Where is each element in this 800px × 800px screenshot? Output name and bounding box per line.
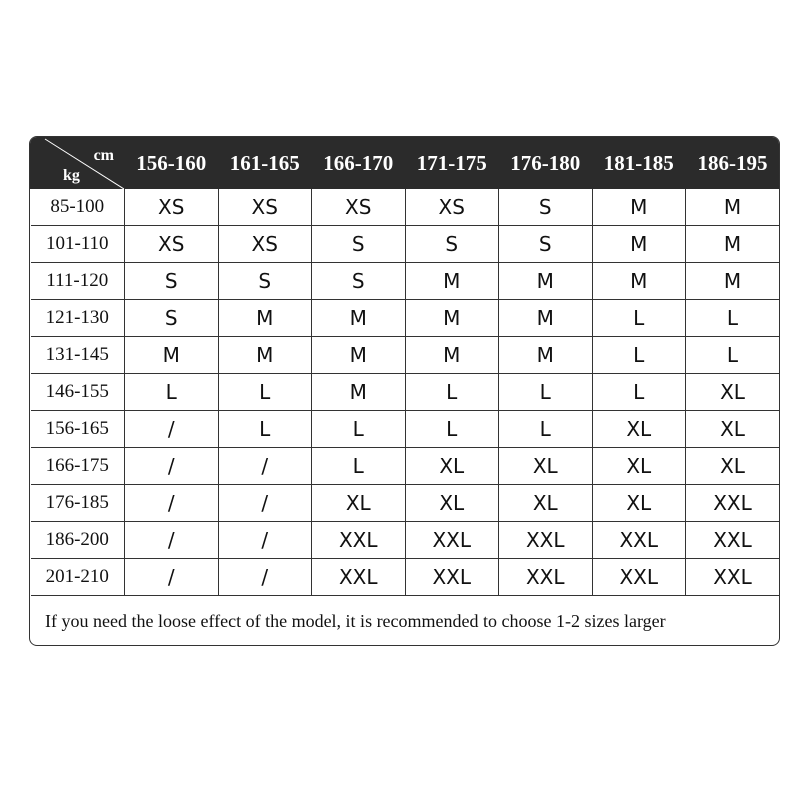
size-cell: M <box>592 226 686 263</box>
size-cell: XS <box>125 189 219 226</box>
table-row <box>31 189 780 226</box>
height-header: 186-195 <box>686 137 780 189</box>
size-cell: L <box>405 374 499 411</box>
size-cell: XXL <box>592 559 686 596</box>
height-header: 161-165 <box>218 137 312 189</box>
size-cell: L <box>686 337 780 374</box>
size-cell: XL <box>499 448 593 485</box>
size-cell: / <box>125 448 219 485</box>
weight-range-cell: 176-185 <box>31 485 125 522</box>
weight-range-cell: 121-130 <box>31 300 125 337</box>
table-row <box>31 263 780 300</box>
size-cell: / <box>218 559 312 596</box>
size-cell: XXL <box>686 559 780 596</box>
size-cell: M <box>312 337 406 374</box>
weight-range-cell: 166-175 <box>31 448 125 485</box>
size-cell: L <box>125 374 219 411</box>
size-cell: S <box>499 189 593 226</box>
size-cell: / <box>125 522 219 559</box>
size-cell: XXL <box>405 522 499 559</box>
size-cell: L <box>499 374 593 411</box>
size-cell: XXL <box>686 522 780 559</box>
size-cell: / <box>125 485 219 522</box>
size-cell: XL <box>592 411 686 448</box>
size-cell: L <box>592 300 686 337</box>
table-row <box>31 485 780 522</box>
size-cell: / <box>218 448 312 485</box>
size-cell: XXL <box>499 559 593 596</box>
size-table <box>30 137 779 596</box>
size-cell: XL <box>592 448 686 485</box>
table-row <box>31 337 780 374</box>
weight-range-cell: 85-100 <box>31 189 125 226</box>
size-cell: XL <box>686 374 780 411</box>
size-cell: XL <box>405 448 499 485</box>
size-cell: S <box>125 263 219 300</box>
size-cell: L <box>499 411 593 448</box>
size-cell: / <box>218 485 312 522</box>
height-header: 166-170 <box>312 137 406 189</box>
size-cell: XL <box>312 485 406 522</box>
table-row <box>31 300 780 337</box>
size-cell: XS <box>218 226 312 263</box>
footnote: If you need the loose effect of the model, it is recommended to choose 1-2 sizes larger <box>45 611 666 631</box>
size-cell: M <box>499 300 593 337</box>
weight-range-cell: 186-200 <box>31 522 125 559</box>
size-cell: S <box>312 226 406 263</box>
weight-unit-label: kg <box>63 167 80 184</box>
header-row <box>31 137 780 189</box>
size-cell: / <box>218 522 312 559</box>
weight-range-cell: 111-120 <box>31 263 125 300</box>
corner-cell <box>31 137 125 189</box>
table-row <box>31 448 780 485</box>
size-cell: M <box>686 189 780 226</box>
size-cell: XS <box>218 189 312 226</box>
table-body <box>31 189 780 596</box>
weight-range-cell: 101-110 <box>31 226 125 263</box>
size-cell: XXL <box>592 522 686 559</box>
size-cell: M <box>686 263 780 300</box>
size-cell: XS <box>125 226 219 263</box>
size-cell: XXL <box>499 522 593 559</box>
table-row <box>31 226 780 263</box>
size-cell: L <box>592 374 686 411</box>
size-cell: M <box>405 263 499 300</box>
size-cell: M <box>218 300 312 337</box>
size-cell: XXL <box>312 522 406 559</box>
size-cell: XXL <box>312 559 406 596</box>
size-cell: L <box>686 300 780 337</box>
size-cell: S <box>312 263 406 300</box>
size-cell: M <box>125 337 219 374</box>
size-cell: S <box>405 226 499 263</box>
weight-range-cell: 131-145 <box>31 337 125 374</box>
size-cell: / <box>125 559 219 596</box>
height-header: 171-175 <box>405 137 499 189</box>
size-cell: M <box>499 263 593 300</box>
size-cell: XXL <box>686 485 780 522</box>
size-cell: S <box>499 226 593 263</box>
table-row <box>31 411 780 448</box>
weight-range-cell: 146-155 <box>31 374 125 411</box>
weight-range-cell: 156-165 <box>31 411 125 448</box>
size-cell: XS <box>405 189 499 226</box>
table-row <box>31 559 780 596</box>
weight-range-cell: 201-210 <box>31 559 125 596</box>
size-chart <box>29 136 780 646</box>
height-header: 156-160 <box>125 137 219 189</box>
size-cell: M <box>592 189 686 226</box>
table-row <box>31 374 780 411</box>
size-cell: M <box>405 337 499 374</box>
size-cell: M <box>312 374 406 411</box>
size-cell: XL <box>405 485 499 522</box>
size-cell: M <box>592 263 686 300</box>
size-cell: L <box>405 411 499 448</box>
size-cell: S <box>125 300 219 337</box>
size-cell: L <box>218 374 312 411</box>
height-unit-label: cm <box>93 147 114 164</box>
size-cell: / <box>125 411 219 448</box>
size-cell: XL <box>686 448 780 485</box>
size-cell: XL <box>499 485 593 522</box>
size-cell: M <box>218 337 312 374</box>
size-cell: XL <box>592 485 686 522</box>
size-cell: M <box>499 337 593 374</box>
height-header: 176-180 <box>499 137 593 189</box>
size-cell: L <box>312 411 406 448</box>
size-cell: L <box>218 411 312 448</box>
size-cell: M <box>405 300 499 337</box>
size-cell: XS <box>312 189 406 226</box>
size-cell: XXL <box>405 559 499 596</box>
size-cell: S <box>218 263 312 300</box>
size-cell: M <box>686 226 780 263</box>
size-cell: XL <box>686 411 780 448</box>
size-cell: M <box>312 300 406 337</box>
size-cell: L <box>592 337 686 374</box>
size-cell: L <box>312 448 406 485</box>
table-row <box>31 522 780 559</box>
height-header: 181-185 <box>592 137 686 189</box>
